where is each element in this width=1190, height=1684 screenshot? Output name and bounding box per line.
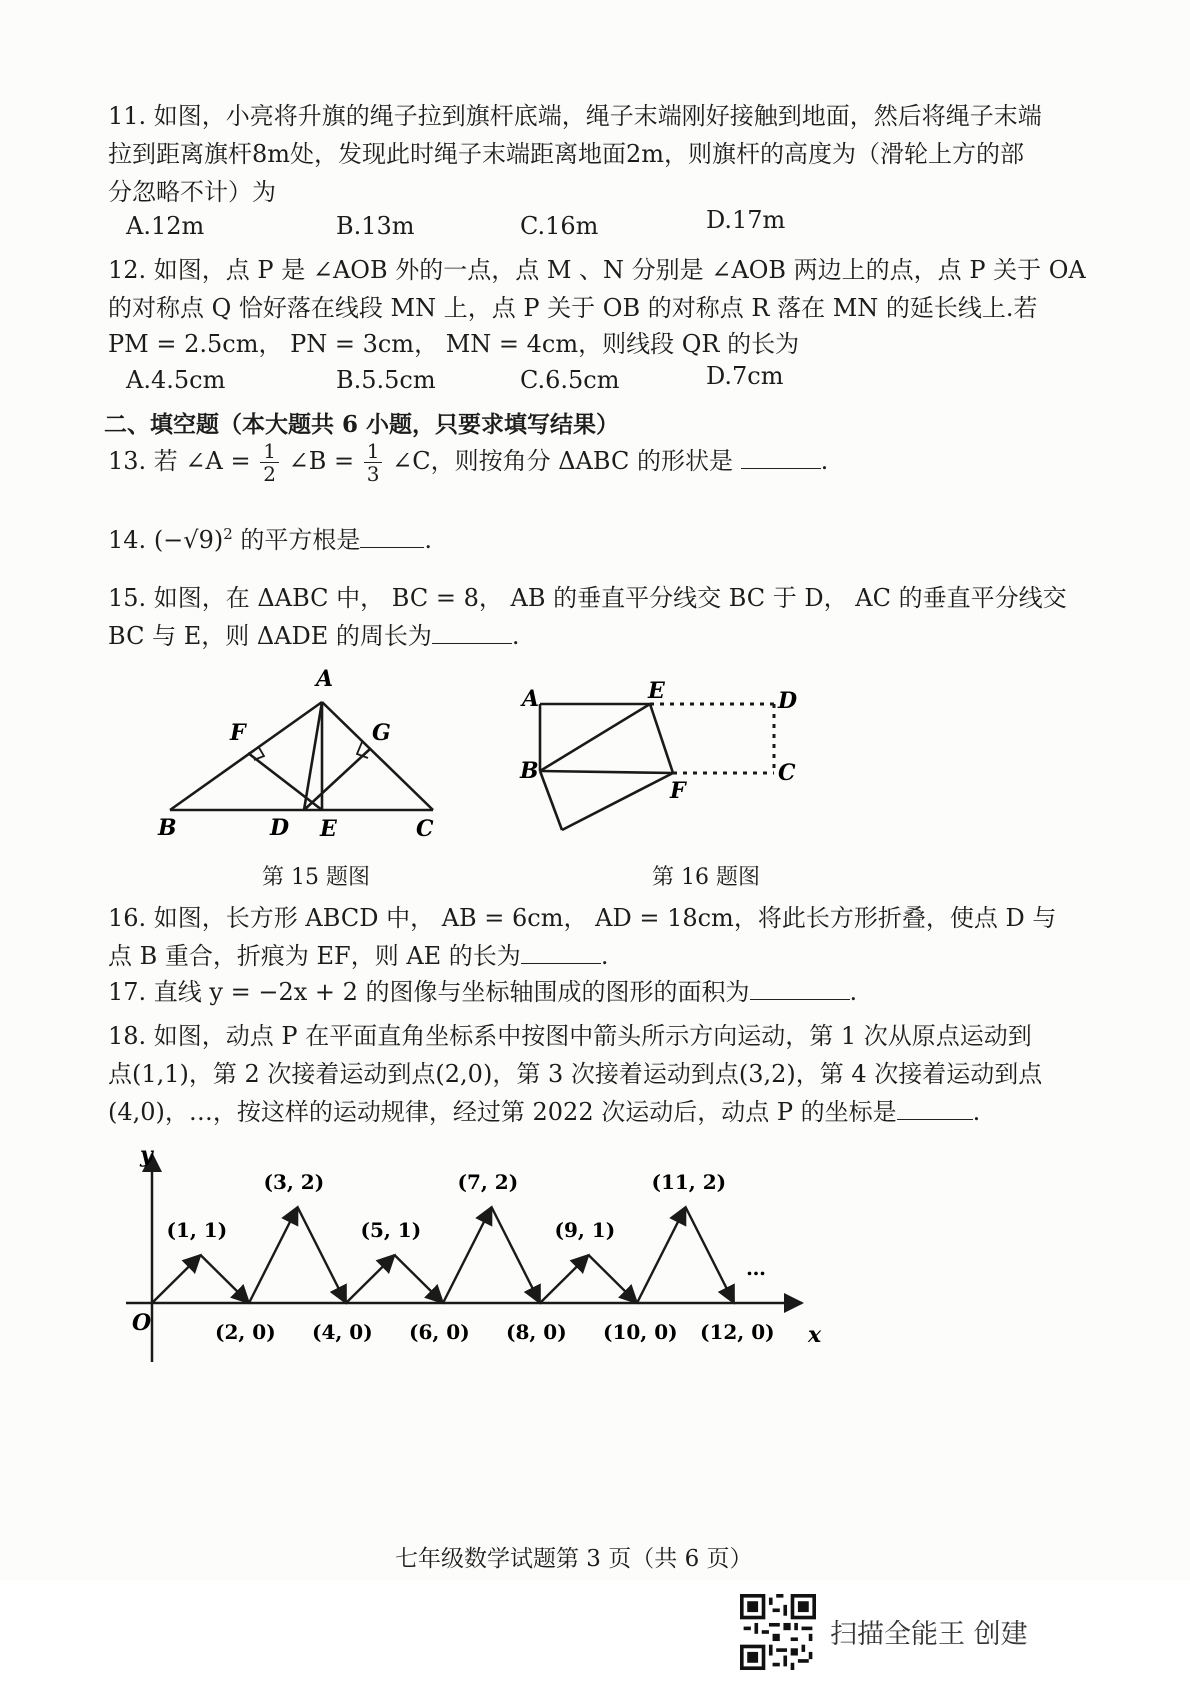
- fig18-ellipsis: …: [746, 1256, 766, 1280]
- fig18-move-segment: [201, 1255, 250, 1303]
- fig18-move-segment: [298, 1207, 347, 1303]
- q12-option-b: B.5.5cm: [336, 366, 436, 394]
- q16-line1: 16. 如图，长方形 ABCD 中， AB = 6cm， AD = 18cm，将此长方形折叠，使点 D 与: [108, 904, 1057, 932]
- q13-frac1-num: 1: [260, 440, 279, 463]
- q11-line2: 拉到距离旗杆8m处，发现此时绳子末端距离地面2m，则旗杆的高度为（滑轮上方的部: [108, 140, 1025, 168]
- figure-18: [120, 1140, 840, 1390]
- q13-frac2-den: 3: [366, 462, 380, 486]
- q15-line2-wrap: [108, 616, 520, 651]
- q12-option-d: D.7cm: [706, 362, 784, 390]
- fig18-label-group: [167, 1170, 775, 1344]
- fig18-peak-label: (11, 2): [651, 1170, 727, 1194]
- fig18-move-segment: [346, 1255, 395, 1303]
- q14-suffix: 的平方根是: [240, 526, 361, 554]
- fig18-move-segment: [589, 1255, 638, 1303]
- fig15-label-a: A: [316, 666, 334, 692]
- fig18-base-label: (6, 0): [409, 1320, 470, 1344]
- q14: [108, 520, 432, 555]
- figure-15: [150, 660, 490, 860]
- q16-answer-blank[interactable]: [521, 943, 601, 964]
- fig16-label-f: F: [670, 778, 686, 804]
- fig18-base-label: (2, 0): [215, 1320, 276, 1344]
- fig18-move-segment: [686, 1207, 735, 1303]
- fig18-origin-label: O: [132, 1310, 152, 1336]
- fig16-label-a: A: [522, 686, 540, 712]
- figure-15-caption: 第 15 题图: [262, 865, 370, 890]
- q14-exponent: 2: [223, 525, 233, 543]
- q16-end: .: [600, 942, 609, 970]
- fig18-move-segment: [540, 1255, 589, 1303]
- fig16-segment-be: [540, 704, 650, 771]
- q17-text: 17. 直线 y = −2x + 2 的图像与坐标轴围成的图形的面积为: [108, 978, 750, 1006]
- scanner-watermark: 扫描全能王 创建: [830, 1619, 1028, 1650]
- fig15-label-b: B: [158, 815, 177, 841]
- fig18-move-segment: [443, 1207, 492, 1303]
- q11-option-d: D.17m: [706, 206, 786, 234]
- fig15-side-ac: [322, 702, 433, 810]
- q12-option-a: A.4.5cm: [126, 366, 226, 394]
- fig18-axis-x-label: x: [808, 1322, 822, 1348]
- fig15-label-c: C: [416, 816, 434, 842]
- q18-end: .: [972, 1098, 981, 1126]
- q13-end: .: [820, 447, 829, 475]
- q12-line2: 的对称点 Q 恰好落在线段 MN 上，点 P 关于 OB 的对称点 R 落在 MN 的延长线上.若: [108, 294, 1038, 322]
- q14-expr: (−√9): [153, 526, 224, 554]
- fig18-base-label: (8, 0): [506, 1320, 567, 1344]
- q18-line1: 18. 如图，动点 P 在平面直角坐标系中按图中箭头所示方向运动，第 1 次从原点运动到: [108, 1022, 1032, 1050]
- fig16-label-d: D: [778, 688, 798, 714]
- q18-answer-blank[interactable]: [897, 1099, 973, 1120]
- fig18-path-group: [152, 1207, 734, 1303]
- q13-frac2-num: 1: [364, 440, 383, 463]
- q15-line2: BC 与 E，则 ΔADE 的周长为: [108, 622, 432, 650]
- q11-line1: 11. 如图，小亮将升旗的绳子拉到旗杆底端，绳子末端刚好接触到地面，然后将绳子末端: [108, 102, 1042, 130]
- fig15-segment-ad: [304, 702, 322, 810]
- q13-fraction-2: [364, 440, 383, 485]
- q17-wrap: [108, 972, 857, 1007]
- q17-answer-blank[interactable]: [750, 979, 850, 1000]
- fig16-crease-ef: [650, 704, 673, 773]
- q13-fraction-1: [260, 440, 279, 485]
- q16-line2: 点 B 重合，折痕为 EF，则 AE 的长为: [108, 942, 521, 970]
- fig18-move-segment: [249, 1207, 298, 1303]
- q15-answer-blank[interactable]: [432, 623, 512, 644]
- q13-answer-blank[interactable]: [741, 448, 821, 469]
- fig15-label-g: G: [372, 720, 391, 746]
- fig18-peak-label: (5, 1): [360, 1218, 422, 1242]
- fig18-move-segment: [637, 1207, 686, 1303]
- q13-suffix: ∠C，则按角分 ΔABC 的形状是: [392, 447, 733, 475]
- q13-mid: ∠B =: [288, 447, 355, 475]
- q11-option-c: C.16m: [520, 212, 599, 240]
- fig16-label-c: C: [778, 760, 796, 786]
- section-heading-fill-in: 二、填空题（本大题共 6 小题，只要求填写结果）: [104, 411, 620, 438]
- q17-end: .: [849, 978, 858, 1006]
- figure-16-caption: 第 16 题图: [652, 865, 760, 890]
- fig18-peak-label: (9, 1): [554, 1218, 616, 1242]
- fig18-peak-label: (3, 2): [263, 1170, 325, 1194]
- q14-answer-blank[interactable]: [360, 527, 424, 548]
- fig15-label-f: F: [230, 720, 246, 746]
- fig15-label-d: D: [270, 815, 290, 841]
- fig18-peak-label: (7, 2): [457, 1170, 519, 1194]
- page-footer: 七年级数学试题第 3 页（共 6 页）: [395, 1546, 753, 1572]
- q14-end: .: [424, 526, 433, 554]
- q16-line2-wrap: [108, 936, 608, 971]
- q11-option-a: A.12m: [126, 212, 205, 240]
- fig18-move-segment: [152, 1255, 201, 1303]
- fig18-base-label: (4, 0): [312, 1320, 373, 1344]
- q12-line3: PM = 2.5cm， PN = 3cm， MN = 4cm，则线段 QR 的长为: [108, 330, 800, 358]
- q13: [108, 440, 828, 485]
- q11-line3: 分忽略不计）为: [108, 178, 276, 206]
- q11-option-b: B.13m: [336, 212, 415, 240]
- fig18-base-label: (10, 0): [603, 1320, 678, 1344]
- fig18-base-label: (12, 0): [700, 1320, 775, 1344]
- fig16-segment-bf: [540, 771, 673, 773]
- fig16-label-e: E: [648, 678, 665, 704]
- q18-line2: 点(1,1)，第 2 次接着运动到点(2,0)，第 3 次接着运动到点(3,2)，第 4 次接着运动到点: [108, 1060, 1043, 1088]
- fig18-move-segment: [492, 1207, 541, 1303]
- fig18-axis-y-label: y: [140, 1142, 153, 1168]
- q15-line1: 15. 如图，在 ΔABC 中， BC = 8， AB 的垂直平分线交 BC 于 D， AC 的垂直平分线交: [108, 584, 1067, 612]
- fig16-folded-side-2: [562, 773, 673, 830]
- q18-line3: (4,0)，…，按这样的运动规律，经过第 2022 次运动后，动点 P 的坐标是: [108, 1098, 897, 1126]
- figure-16: [510, 668, 850, 868]
- q13-prefix: 13. 若 ∠A =: [108, 447, 251, 475]
- qr-code-icon: [740, 1594, 816, 1670]
- fig16-label-b: B: [520, 758, 539, 784]
- fig16-folded-side-1: [540, 771, 562, 830]
- q18-line3-wrap: [108, 1092, 980, 1127]
- fig18-move-segment: [395, 1255, 444, 1303]
- q12-line1: 12. 如图，点 P 是 ∠AOB 外的一点，点 M 、N 分别是 ∠AOB 两边上的点，点 P 关于 OA: [108, 256, 1086, 284]
- q12-option-c: C.6.5cm: [520, 366, 620, 394]
- q14-prefix: 14.: [108, 526, 147, 554]
- q15-end: .: [511, 622, 520, 650]
- q13-frac1-den: 2: [263, 462, 276, 486]
- fig15-label-e: E: [320, 816, 337, 842]
- fig18-peak-label: (1, 1): [166, 1218, 228, 1242]
